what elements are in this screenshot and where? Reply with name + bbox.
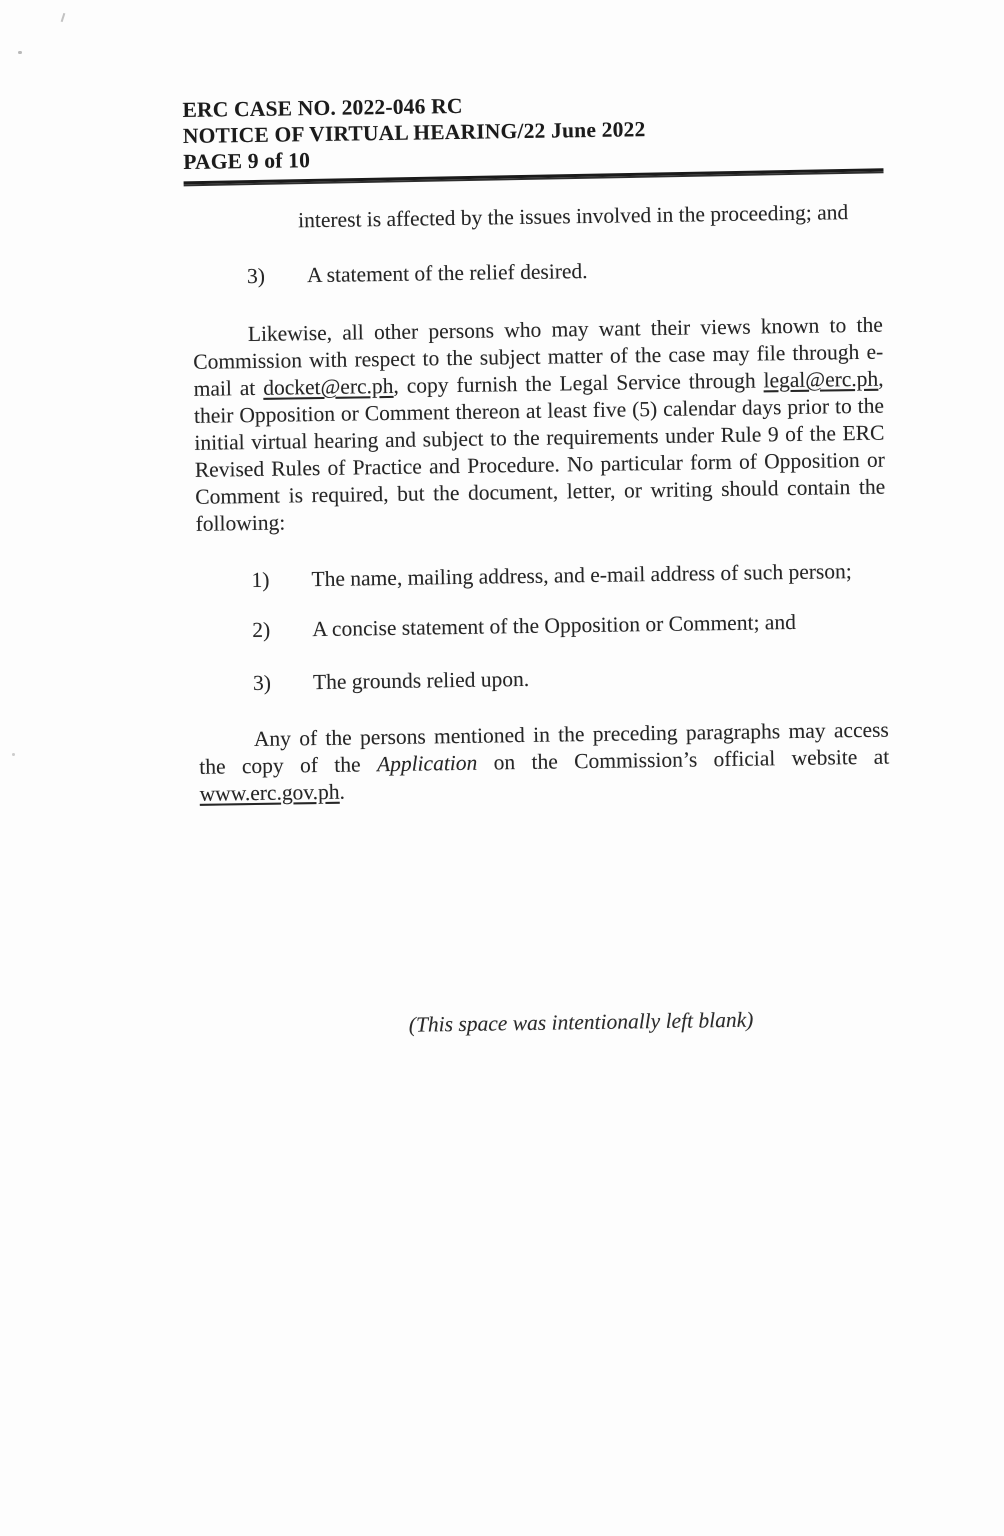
list-number: 2) — [252, 617, 271, 643]
intentionally-blank-note: (This space was intentionally left blank) — [408, 1007, 754, 1037]
list-item-text: The name, mailing address, and e-mail address of such person; — [311, 559, 852, 592]
case-number: ERC CASE NO. 2022-046 RC — [182, 93, 463, 123]
likewise-text-2: , copy furnish the Legal Service through — [393, 368, 764, 398]
list-number: 3) — [246, 263, 266, 289]
paragraph-continuation — [298, 199, 880, 235]
website-link: www.erc.gov.ph — [199, 779, 340, 806]
list-number: 1) — [251, 567, 270, 593]
application-italic: Application — [376, 750, 478, 777]
list-item-name-address — [196, 558, 886, 595]
notice-title: NOTICE OF VIRTUAL HEARING/22 June 2022 — [182, 117, 646, 148]
list-item-text: A concise statement of the Opposition or Comment; and — [312, 609, 797, 642]
list-item-relief — [192, 254, 882, 291]
document-header — [182, 85, 1004, 175]
paragraph-access — [199, 717, 890, 808]
paragraph-likewise — [193, 312, 886, 538]
list-item-concise-statement — [197, 608, 887, 645]
docket-email-link: docket@erc.ph — [263, 373, 394, 400]
continuation-text: interest is affected by the issues involved in the proceeding; and — [297, 200, 849, 233]
document-body — [191, 199, 893, 1042]
likewise-text-3: , their Opposition or Comment thereon at least five (5) calendar days prior to the initial virtual hearing and subject to the requirements under Rule 9 of the ERC Revised Rules of Practice and Procedure. No particular form of Opposition or Comment is required, but the document, letter, or writing should contain the following: — [193, 366, 886, 536]
list-item-text: A statement of the relief desired. — [306, 259, 588, 288]
access-text-3: . — [339, 779, 346, 804]
list-item-text: The grounds relied upon. — [312, 666, 530, 695]
access-text-2: on the Commission’s official website at — [477, 744, 890, 775]
list-number: 3) — [252, 670, 272, 696]
page-indicator: PAGE 9 of 10 — [183, 148, 311, 174]
list-item-grounds — [198, 661, 888, 698]
legal-email-link: legal@erc.ph — [763, 366, 879, 393]
access-text-1: Any of the persons mentioned in the preceding paragraphs may access the copy of the — [199, 717, 889, 779]
likewise-text-1: Likewise, all other persons who may want their views known to the Commission with respect to the subject matter of the case may file through e-mail at — [193, 312, 884, 401]
